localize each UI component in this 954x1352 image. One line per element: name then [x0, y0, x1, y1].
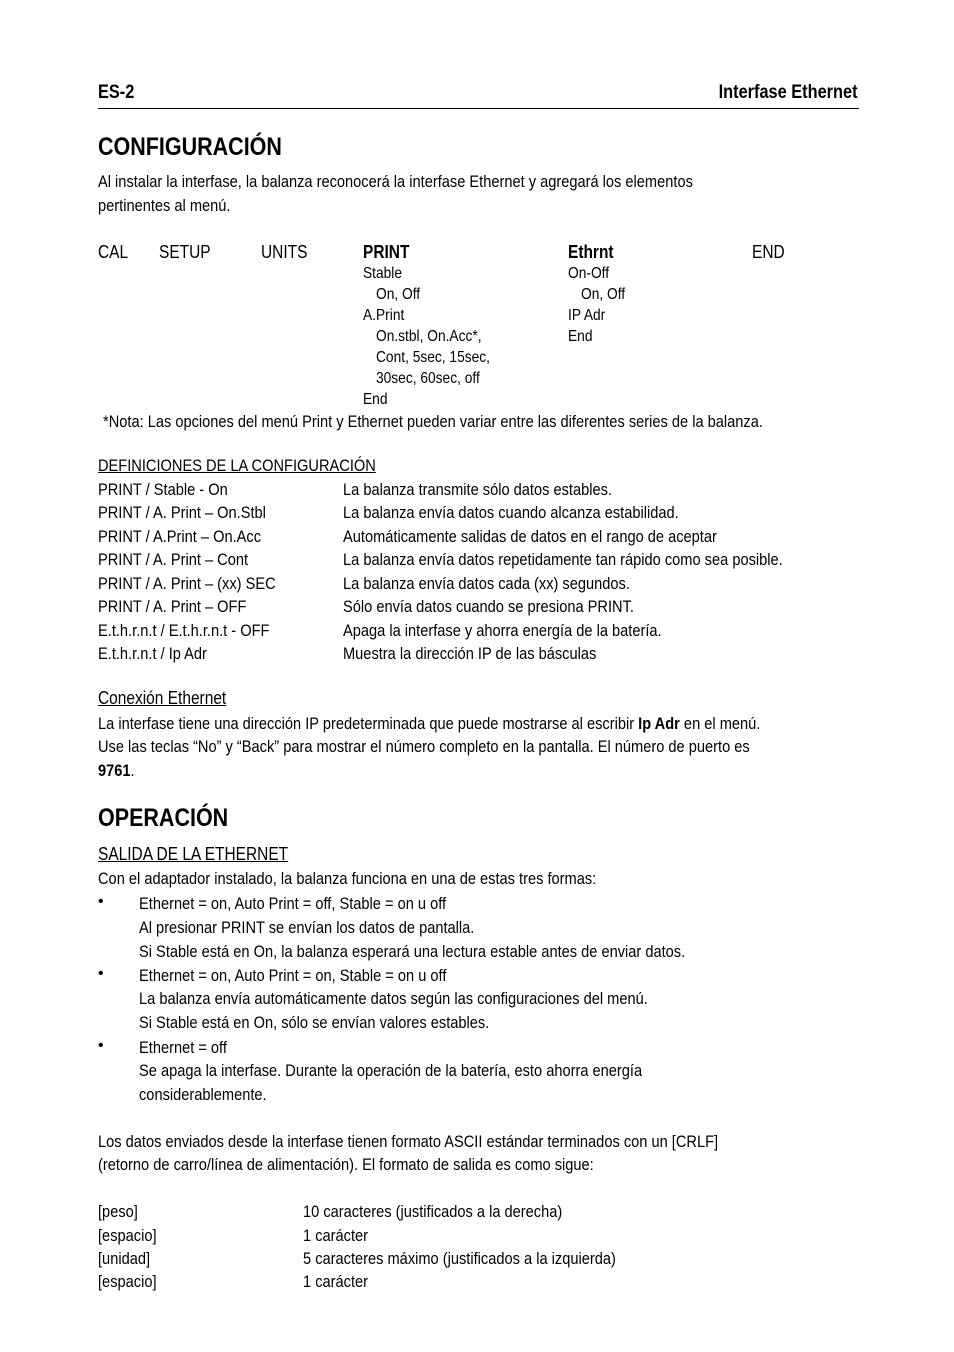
bullet-line: Ethernet = on, Auto Print = off, Stable = on u off	[139, 894, 447, 913]
port-period: .	[130, 761, 135, 780]
config-title: CONFIGURACIÓN	[98, 133, 282, 161]
def-key: PRINT / A. Print – On.Stbl	[98, 503, 266, 522]
format-key: [unidad]	[98, 1249, 151, 1268]
format-key: [peso]	[98, 1202, 138, 1221]
format-desc: 5 caracteres máximo (justificados a la izquierda)	[303, 1249, 616, 1268]
config-intro-line2: pertinentes al menú.	[98, 196, 231, 215]
def-desc: La balanza envía datos cada (xx) segundos.	[343, 574, 630, 593]
bullet-line: Si Stable está en On, la balanza esperará una lectura estable antes de enviar datos.	[139, 942, 686, 961]
def-desc: La balanza envía datos cuando alcanza estabilidad.	[343, 503, 679, 522]
ethrnt-item-ipadr: IP Adr	[568, 307, 606, 324]
menu-setup: SETUP	[159, 242, 211, 262]
menu-print: PRINT	[363, 242, 410, 262]
connection-line3	[98, 761, 135, 781]
ethrnt-item-onoff: On-Off	[568, 265, 610, 282]
format-line1: Los datos enviados desde la interfase tienen formato ASCII estándar terminados con un [CRLF]	[98, 1132, 719, 1151]
def-desc: Automáticamente salidas de datos en el rango de aceptar	[343, 527, 717, 546]
page-header	[98, 82, 858, 106]
config-note: *Nota: Las opciones del menú Print y Ethernet pueden variar entre las diferentes series de la balanza.	[103, 412, 763, 431]
bullet-line: considerablemente.	[139, 1085, 267, 1104]
page-number: ES-2	[98, 82, 135, 103]
def-desc: Sólo envía datos cuando se presiona PRINT.	[343, 597, 634, 616]
def-desc: La balanza transmite sólo datos estables.	[343, 480, 613, 499]
bullet-marker: •	[98, 1037, 104, 1054]
connection-line1-text: La interfase tiene una dirección IP predeterminada que puede mostrarse al escribir	[98, 714, 639, 733]
format-desc: 10 caracteres (justificados a la derecha)	[303, 1202, 563, 1221]
format-key: [espacio]	[98, 1272, 157, 1291]
port-number: 9761	[98, 761, 131, 780]
bullet-line: Ethernet = off	[139, 1038, 227, 1057]
format-desc: 1 carácter	[303, 1226, 369, 1245]
def-key: E.t.h.r.n.t / E.t.h.r.n.t - OFF	[98, 621, 270, 640]
bullet-line: La balanza envía automáticamente datos según las configuraciones del menú.	[139, 989, 648, 1008]
def-desc: La balanza envía datos repetidamente tan rápido como sea posible.	[343, 550, 783, 569]
def-desc: Muestra la dirección IP de las básculas	[343, 644, 597, 663]
config-intro-line1: Al instalar la interfase, la balanza reconocerá la interfase Ethernet y agregará los elementos	[98, 172, 693, 191]
connection-line2: Use las teclas “No” y “Back” para mostrar el número completo en la pantalla. El número de puerto es	[98, 737, 750, 756]
print-item-stable: Stable	[363, 265, 403, 282]
format-desc: 1 carácter	[303, 1272, 369, 1291]
connection-line1	[98, 714, 760, 734]
print-item-aprint: A.Print	[363, 307, 405, 324]
bullet-line: Ethernet = on, Auto Print = on, Stable = on u off	[139, 966, 447, 985]
operation-intro: Con el adaptador instalado, la balanza funciona en una de estas tres formas:	[98, 869, 597, 888]
menu-end: END	[752, 242, 785, 262]
bullet-line: Al presionar PRINT se envían los datos de pantalla.	[139, 918, 475, 937]
bullet-line: Si Stable está en On, sólo se envían valores estables.	[139, 1013, 490, 1032]
format-line2: (retorno de carro/línea de alimentación). El formato de salida es como sigue:	[98, 1155, 594, 1174]
connection-line1-end: en el menú.	[679, 714, 761, 733]
print-item-cont: Cont, 5sec, 15sec,	[376, 349, 490, 366]
connection-ipadr: Ip Adr	[638, 714, 680, 733]
def-key: E.t.h.r.n.t / Ip Adr	[98, 644, 207, 663]
section-title: Interfase Ethernet	[719, 82, 858, 103]
print-item-onstbl: On.stbl, On.Acc*,	[376, 328, 482, 345]
ethrnt-item-end: End	[568, 328, 593, 345]
header-divider	[98, 108, 859, 109]
def-desc: Apaga la interfase y ahorra energía de la batería.	[343, 621, 662, 640]
bullet-marker: •	[98, 893, 104, 910]
bullet-marker: •	[98, 965, 104, 982]
print-item-end: End	[363, 391, 388, 408]
print-item-onoff: On, Off	[376, 286, 421, 303]
connection-heading: Conexión Ethernet	[98, 688, 227, 708]
menu-cal: CAL	[98, 242, 129, 262]
menu-units: UNITS	[261, 242, 308, 262]
def-key: PRINT / A. Print – Cont	[98, 550, 249, 569]
operation-heading: SALIDA DE LA ETHERNET	[98, 844, 289, 864]
def-key: PRINT / Stable - On	[98, 480, 228, 499]
def-key: PRINT / A. Print – OFF	[98, 597, 247, 616]
ethrnt-item-on-off-values: On, Off	[581, 286, 626, 303]
operation-title: OPERACIÓN	[98, 804, 229, 832]
def-key: PRINT / A.Print – On.Acc	[98, 527, 262, 546]
format-key: [espacio]	[98, 1226, 157, 1245]
menu-ethrnt: Ethrnt	[568, 242, 614, 262]
definitions-heading: DEFINICIONES DE LA CONFIGURACIÓN	[98, 456, 376, 475]
bullet-line: Se apaga la interfase. Durante la operación de la batería, esto ahorra energía	[139, 1061, 643, 1080]
def-key: PRINT / A. Print – (xx) SEC	[98, 574, 276, 593]
print-item-30sec: 30sec, 60sec, off	[376, 370, 480, 387]
